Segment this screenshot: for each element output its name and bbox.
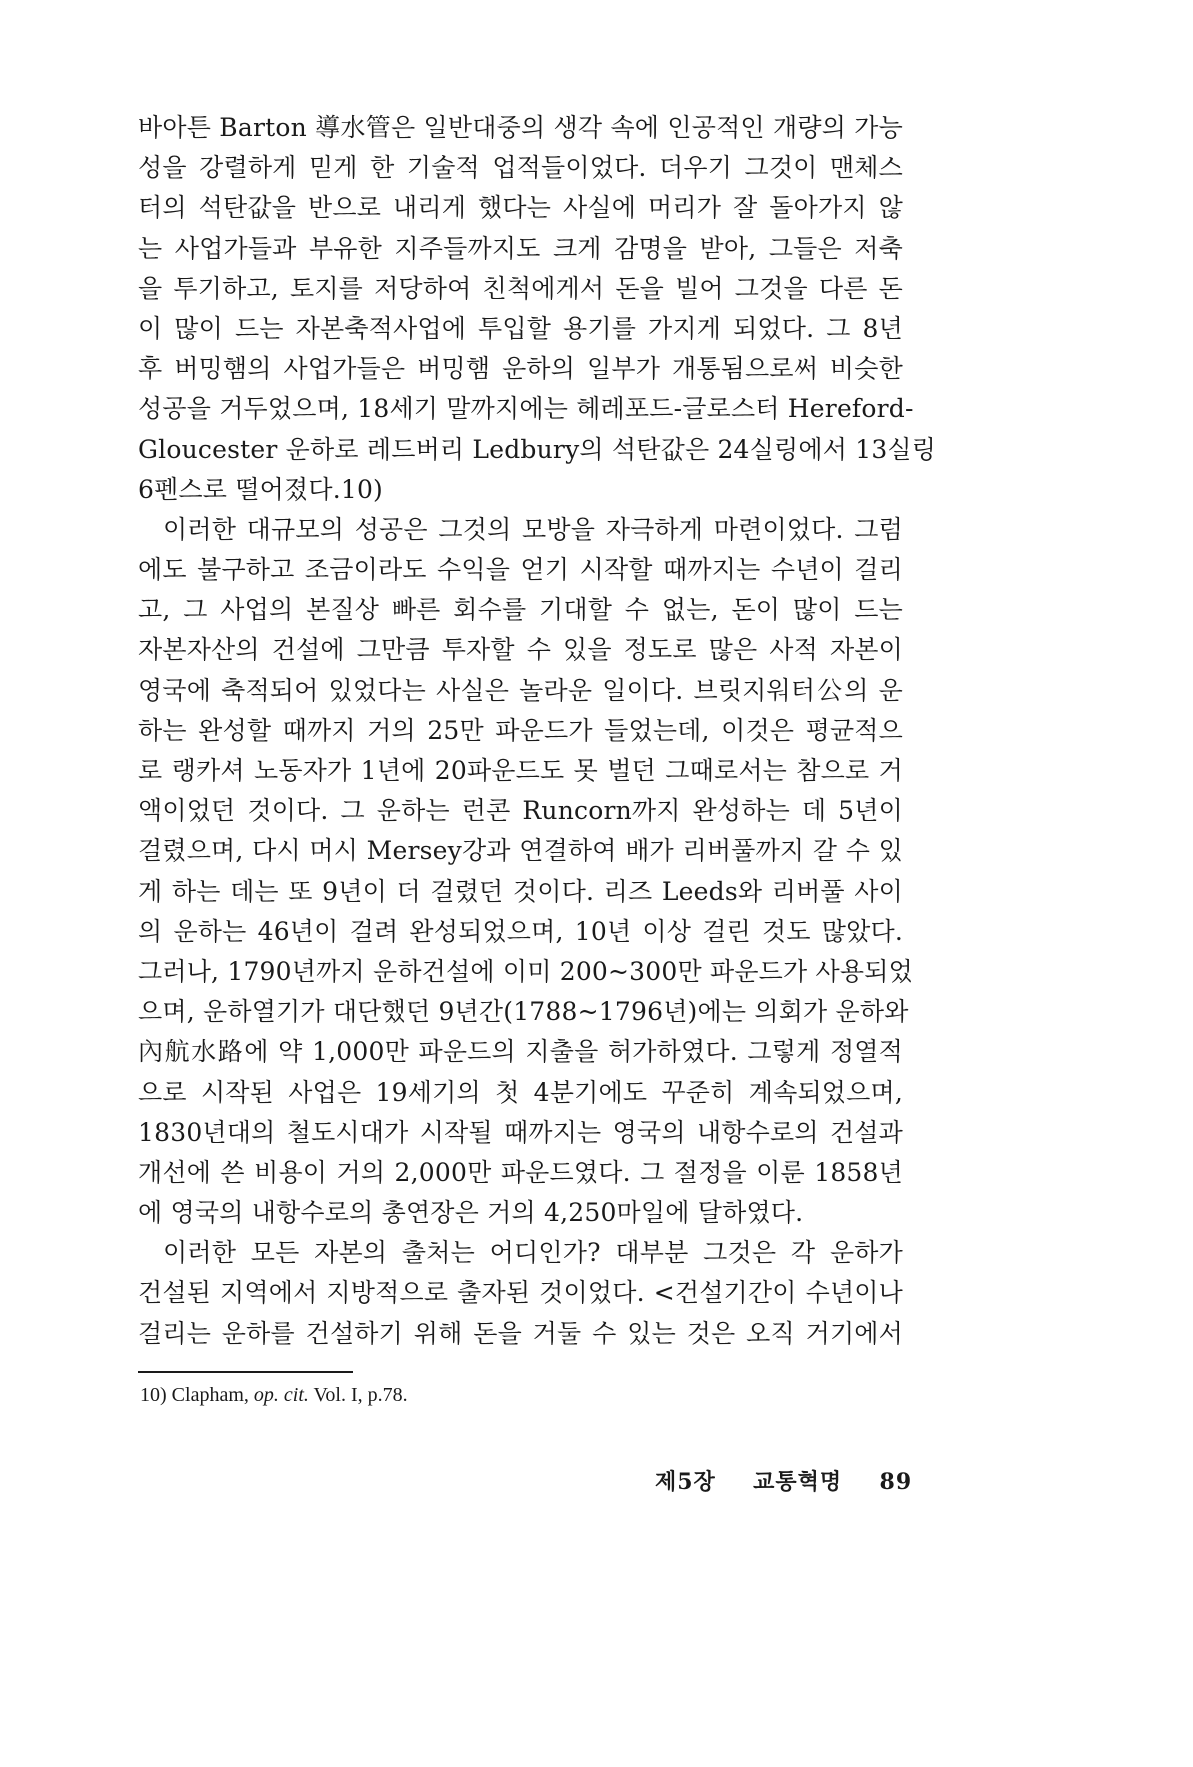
text-line: 으며, 운하열기가 대단했던 9년간(1788~1796년)에는 의회가 운하와: [138, 997, 909, 1027]
footnote-divider: [138, 1371, 353, 1373]
text-line: 에 영국의 내항수로의 총연장은 거의 4,250마일에 달하였다.: [138, 1198, 804, 1228]
paragraph-3: [138, 1233, 903, 1354]
text-line: 바아튼 Barton 導水管은 일반대중의 생각 속에 인공적인 개량의 가능: [138, 113, 903, 142]
text-line: 로 랭카셔 노동자가 1년에 20파운드도 못 벌던 그때로서는 참으로 거: [138, 756, 903, 785]
paragraph-1: [138, 108, 937, 510]
footnote-number: 10): [140, 1384, 167, 1406]
text-line: 으로 시작된 사업은 19세기의 첫 4분기에도 꾸준히 계속되었으며,: [138, 1077, 903, 1107]
text-line: 건설된 지역에서 지방적으로 출자된 것이었다. <건설기간이 수년이나: [138, 1278, 903, 1308]
text-line: 하는 완성할 때까지 거의 25만 파운드가 들었는데, 이것은 평균적으: [138, 715, 903, 745]
text-line: 는 사업가들과 부유한 지주들까지도 크게 감명을 받아, 그들은 저축: [138, 233, 903, 263]
text-line: 걸렸으며, 다시 머시 Mersey강과 연결하여 배가 리버풀까지 갈 수 있: [138, 836, 903, 866]
text-line: 성공을 거두었으며, 18세기 말까지에는 헤레포드-글로스터 Hereford-: [138, 394, 914, 424]
text-line: 성을 강렬하게 믿게 한 기술적 업적들이었다. 더우기 그것이 맨체스: [138, 153, 903, 183]
text-line: 후 버밍햄의 사업가들은 버밍햄 운하의 일부가 개통됨으로써 비슷한: [138, 354, 903, 384]
text-line: 을 투기하고, 토지를 저당하여 친척에게서 돈을 빌어 그것을 다른 돈: [138, 273, 903, 303]
text-line: Gloucester 운하로 레드버리 Ledbury의 석탄값은 24실링에서 13실링: [138, 434, 937, 464]
text-line: 의 운하는 46년이 걸려 완성되었으며, 10년 이상 걸린 것도 많았다.: [138, 916, 903, 946]
page-number: 89: [879, 1469, 913, 1495]
text-line: 에도 불구하고 조금이라도 수익을 얻기 시작할 때까지는 수년이 걸리: [138, 555, 903, 585]
text-line: 이러한 모든 자본의 출처는 어디인가? 대부분 그것은 각 운하가: [163, 1238, 903, 1268]
chapter-title: 교통혁명: [753, 1469, 843, 1495]
text-line: 터의 석탄값을 반으로 내리게 했다는 사실에 머리가 잘 돌아가지 않: [138, 193, 903, 223]
text-line: 게 하는 데는 또 9년이 더 걸렸던 것이다. 리즈 Leeds와 리버풀 사이: [138, 876, 903, 906]
footnote: [140, 1384, 408, 1407]
text-line: 영국에 축적되어 있었다는 사실은 놀라운 일이다. 브릿지워터公의 운: [138, 675, 903, 705]
footnote-citation: op. cit.: [253, 1384, 309, 1406]
text-line: 1830년대의 철도시대가 시작될 때까지는 영국의 내항수로의 건설과: [138, 1117, 903, 1147]
text-line: 이 많이 드는 자본축적사업에 투입할 용기를 가지게 되었다. 그 8년: [138, 313, 903, 343]
text-line: 고, 그 사업의 본질상 빠른 회수를 기대할 수 없는, 돈이 많이 드는: [138, 595, 903, 625]
footnote-reference: Vol. I, p.78.: [313, 1384, 408, 1406]
text-line: 액이었던 것이다. 그 운하는 런콘 Runcorn까지 완성하는 데 5년이: [138, 796, 903, 826]
footnote-author: Clapham,: [171, 1384, 249, 1406]
text-line: 걸리는 운하를 건설하기 위해 돈을 거둘 수 있는 것은 오직 거기에서: [138, 1318, 903, 1348]
running-footer: [655, 1465, 912, 1496]
text-line: 그러나, 1790년까지 운하건설에 이미 200~300만 파운드가 사용되었: [138, 956, 913, 986]
text-line: 개선에 쓴 비용이 거의 2,000만 파운드였다. 그 절정을 이룬 1858년: [138, 1157, 903, 1187]
text-line: 內航水路에 약 1,000만 파운드의 지출을 허가하였다. 그렇게 정열적: [138, 1037, 903, 1067]
body-text: [138, 108, 937, 1354]
text-line: 이러한 대규모의 성공은 그것의 모방을 자극하게 마련이었다. 그럼: [163, 514, 903, 544]
text-line: 6펜스로 떨어졌다.10): [138, 474, 384, 504]
chapter-label: 제5장: [655, 1469, 716, 1495]
text-line: 자본자산의 건설에 그만큼 투자할 수 있을 정도로 많은 사적 자본이: [138, 635, 903, 665]
paragraph-2: [138, 510, 913, 1233]
